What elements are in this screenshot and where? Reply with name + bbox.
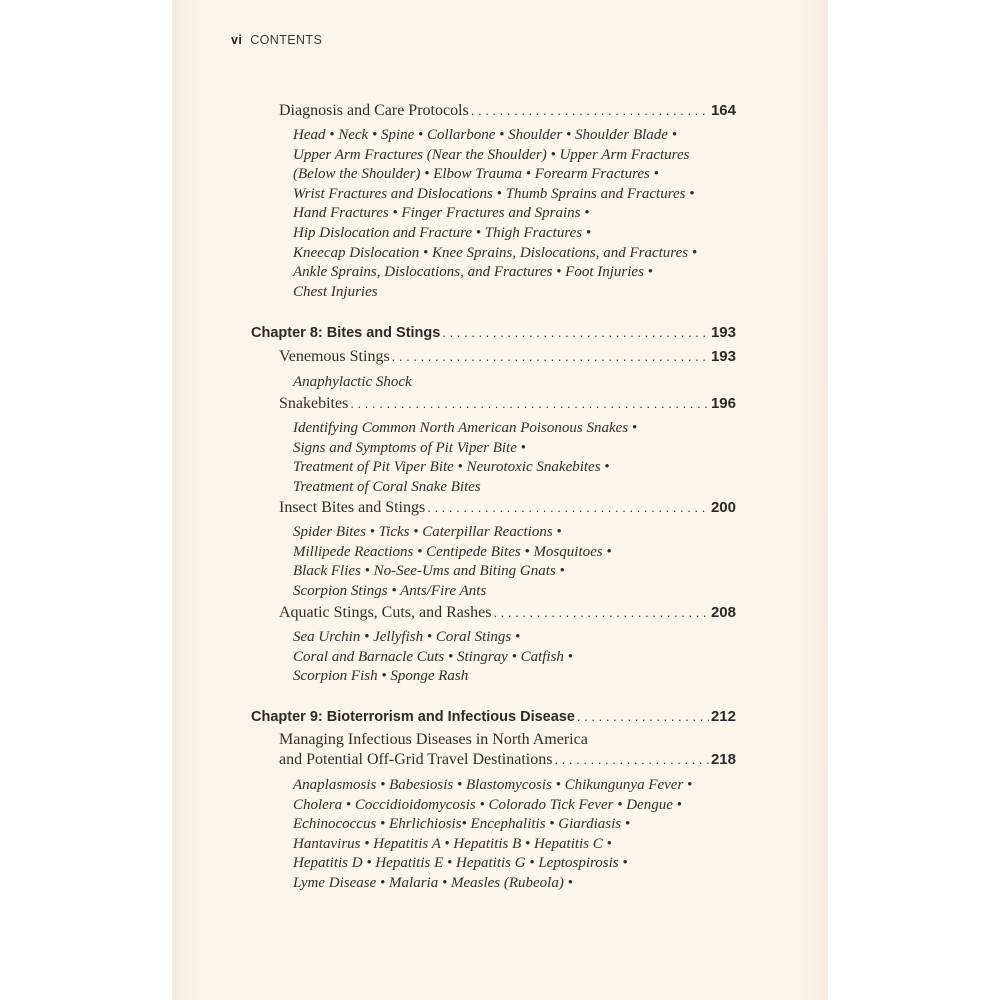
toc-page-number: 193	[710, 348, 736, 365]
subtopic-line: Upper Arm Fractures (Near the Shoulder) • Upper Arm Fractures	[293, 146, 690, 163]
toc-entry-diagnosis[interactable]	[279, 102, 736, 120]
subtopic-line: Hip Dislocation and Fracture • Thigh Fractures •	[293, 224, 592, 241]
toc-entry-label: and Potential Off-Grid Travel Destinations	[279, 751, 553, 768]
subtopic-line: Identifying Common North American Poisonous Snakes •	[293, 420, 638, 436]
running-head	[231, 33, 322, 47]
toc-entry-snakebites[interactable]	[279, 395, 736, 413]
toc-page-number: 218	[710, 751, 736, 768]
toc-page-number: 200	[710, 499, 736, 516]
chapter-title: Chapter 8: Bites and Stings	[251, 325, 441, 341]
toc-chapter-9[interactable]	[251, 708, 736, 725]
subtopic-line: Cholera • Coccidioidomycosis • Colorado Tick Fever • Dengue •	[293, 796, 682, 813]
toc-entry-label: Managing Infectious Diseases in North America	[279, 731, 588, 748]
toc-subtopics-snakebites	[293, 419, 637, 497]
toc-entry-aquatic-stings[interactable]	[279, 604, 736, 622]
toc-page-number: 193	[710, 324, 736, 341]
subtopic-line: Echinococcus • Ehrlichiosis• Encephalitis • Giardiasis •	[293, 816, 631, 833]
subtopic-line: Scorpion Stings • Ants/Fire Ants	[293, 582, 487, 599]
toc-subtopics-aquatic-stings	[293, 628, 573, 687]
subtopic-line: Lyme Disease • Malaria • Measles (Rubeola) •	[293, 874, 573, 891]
toc-entry-label: Insect Bites and Stings	[279, 499, 426, 516]
toc-page-number: 212	[710, 708, 736, 725]
subtopic-line: Hepatitis D • Hepatitis E • Hepatitis G • Leptospirosis •	[293, 855, 628, 872]
page-folio: vi	[231, 33, 243, 47]
toc-entry-managing-diseases[interactable]	[279, 751, 736, 769]
dot-leader	[493, 605, 709, 620]
subtopic-line: Hantavirus • Hepatitis A • Hepatitis B • Hepatitis C •	[293, 835, 612, 852]
subtopic-line: Black Flies • No-See-Ums and Biting Gnats •	[293, 563, 565, 580]
subtopic-line: Millipede Reactions • Centipede Bites • Mosquitoes •	[293, 543, 612, 560]
toc-entry-label: Diagnosis and Care Protocols	[279, 102, 469, 119]
toc-subtopics-diagnosis	[293, 126, 697, 302]
subtopic-line: Spider Bites • Ticks • Caterpillar Reactions •	[293, 524, 562, 540]
toc-page-number: 196	[710, 395, 736, 412]
dot-leader	[554, 752, 709, 767]
toc-subtopics-insect-bites	[293, 523, 612, 601]
toc-entry-label: Aquatic Stings, Cuts, and Rashes	[279, 604, 492, 621]
subtopic-line: Anaplasmosis • Babesiosis • Blastomycosis • Chikungunya Fever •	[293, 777, 693, 793]
toc-chapter-8[interactable]	[251, 324, 736, 341]
toc-page-number: 208	[710, 604, 736, 621]
toc-entry-venemous-stings[interactable]	[279, 348, 736, 366]
subtopic-line: Head • Neck • Spine • Collarbone • Shoulder • Shoulder Blade •	[293, 127, 677, 143]
running-head-title: CONTENTS	[250, 33, 323, 47]
toc-entry-insect-bites[interactable]	[279, 499, 736, 517]
dot-leader	[392, 349, 709, 364]
toc-subtopics-venemous-stings	[293, 373, 412, 393]
subtopic-line: Kneecap Dislocation • Knee Sprains, Dislocations, and Fractures •	[293, 244, 698, 261]
subtopic-line: Scorpion Fish • Sponge Rash	[293, 668, 469, 685]
subtopic-line: Wrist Fractures and Dislocations • Thumb Sprains and Fractures •	[293, 185, 695, 202]
subtopic-line: Anaphylactic Shock	[293, 374, 412, 390]
subtopic-line: Coral and Barnacle Cuts • Stingray • Catfish •	[293, 648, 573, 665]
toc-page-number: 164	[710, 102, 736, 119]
chapter-title: Chapter 9: Bioterrorism and Infectious Disease	[251, 709, 575, 725]
subtopic-line: Treatment of Coral Snake Bites	[293, 478, 481, 495]
subtopic-line: Signs and Symptoms of Pit Viper Bite •	[293, 439, 526, 456]
dot-leader	[350, 396, 709, 411]
toc-entry-managing-diseases-line1[interactable]	[279, 731, 588, 749]
subtopic-line: Ankle Sprains, Dislocations, and Fractures • Foot Injuries •	[293, 264, 653, 281]
dot-leader	[442, 325, 709, 340]
dot-leader	[577, 709, 709, 724]
toc-entry-label: Snakebites	[279, 395, 349, 412]
dot-leader	[471, 103, 709, 118]
subtopic-line: Chest Injuries	[293, 283, 378, 300]
subtopic-line: Treatment of Pit Viper Bite • Neurotoxic Snakebites •	[293, 459, 610, 476]
subtopic-line: Sea Urchin • Jellyfish • Coral Stings •	[293, 629, 521, 645]
subtopic-line: (Below the Shoulder) • Elbow Trauma • Forearm Fractures •	[293, 166, 659, 183]
subtopic-line: Hand Fractures • Finger Fractures and Sprains •	[293, 205, 590, 222]
dot-leader	[427, 500, 709, 515]
toc-entry-label: Venemous Stings	[279, 348, 390, 365]
toc-subtopics-managing-diseases	[293, 776, 692, 894]
